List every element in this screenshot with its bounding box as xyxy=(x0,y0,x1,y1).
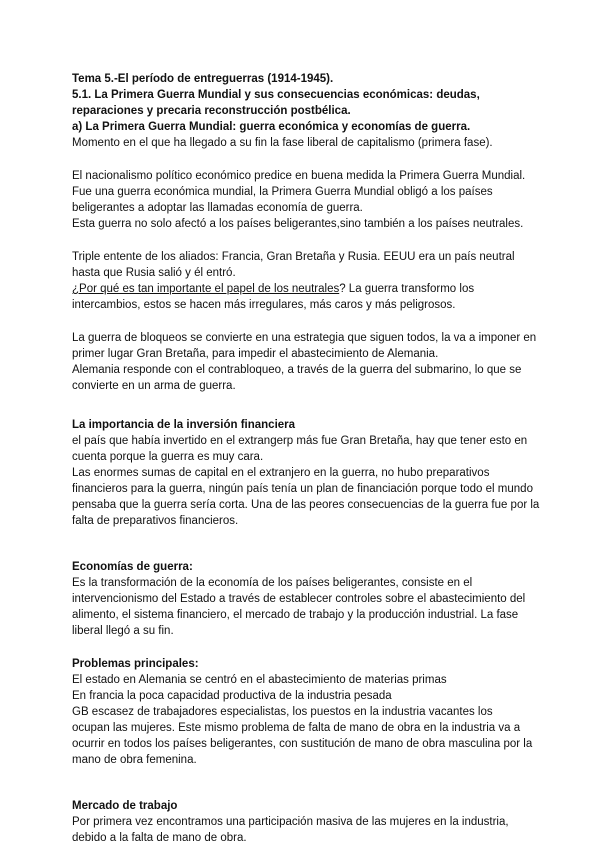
section-title-line: 5.1. La Primera Guerra Mundial y sus consecuencias económicas: deudas, xyxy=(72,89,480,101)
paragraph-line: ocurrir en todos los países beligerantes, con sustitución de mano de obra masculina por la xyxy=(72,738,533,750)
paragraph-line: alimento, el sistema financiero, el mercado de trabajo y la producción industrial. La fase xyxy=(72,609,519,621)
paragraph-line: Fue una guerra económica mundial, la Primera Guerra Mundial obligó a los países xyxy=(72,186,493,198)
heading-main-problems: Problemas principales: xyxy=(72,658,199,670)
paragraph-line: Por primera vez encontramos una participación masiva de las mujeres en la industria, xyxy=(72,816,509,828)
heading-war-economies: Economías de guerra: xyxy=(72,561,193,573)
paragraph-line: Triple entente de los aliados: Francia, Gran Bretaña y Rusia. EEUU era un país neutral xyxy=(72,251,515,263)
paragraph-line: mano de obra femenina. xyxy=(72,754,197,766)
paragraph-line: ocupan las mujeres. Este mismo problema de falta de mano de obra en la industria va a xyxy=(72,722,521,734)
section-title-line: reparaciones y precaria reconstrucción postbélica. xyxy=(72,105,351,117)
paragraph-line: intercambios, estos se hacen más irregulares, más caros y más peligrosos. xyxy=(72,299,456,311)
paragraph-line: Esta guerra no solo afectó a los países beligerantes,sino también a los países neutrales. xyxy=(72,218,524,230)
heading-financial-investment: La importancia de la inversión financiera xyxy=(72,419,296,431)
subsection-title: a) La Primera Guerra Mundial: guerra económica y economías de guerra. xyxy=(72,121,471,133)
paragraph-line: cuenta porque la guerra es muy cara. xyxy=(72,451,264,463)
paragraph-line: debido a la falta de mano de obra. xyxy=(72,832,247,844)
underlined-question: ¿Por qué es tan importante el papel de los neutrales xyxy=(72,283,340,295)
paragraph-line: pensaba que la guerra sería corta. Una de las peores consecuencias de la guerra fue por la xyxy=(72,499,540,511)
paragraph-line: Las enormes sumas de capital en el extranjero en la guerra, no hubo preparativos xyxy=(72,467,490,479)
chapter-title: Tema 5.-El período de entreguerras (1914-1945). xyxy=(72,73,334,85)
paragraph-line: liberal llegó a su fin. xyxy=(72,625,174,637)
paragraph-line: beligerantes a adoptar las llamadas economía de guerra. xyxy=(72,202,363,214)
paragraph-line: convierte en un arma de guerra. xyxy=(72,380,236,392)
paragraph-line: primer lugar Gran Bretaña, para impedir el abastecimiento de Alemania. xyxy=(72,348,439,360)
document-body xyxy=(72,71,540,846)
paragraph-line: La guerra de bloqueos se convierte en una estrategia que siguen todos, la va a imponer en xyxy=(72,332,537,344)
heading-labor-market: Mercado de trabajo xyxy=(72,800,178,812)
paragraph-line: En francia la poca capacidad productiva de la industria pesada xyxy=(72,690,392,702)
paragraph-line: falta de preparativos financieros. xyxy=(72,515,239,527)
paragraph-line: intervencionismo del Estado a través de establecer controles sobre el abastecimiento del xyxy=(72,593,526,605)
paragraph-line: El estado en Alemania se centró en el abastecimiento de materias primas xyxy=(72,674,447,686)
paragraph-line: Es la transformación de la economía de los países beligerantes, consiste en el xyxy=(72,577,473,589)
paragraph-line: el país que había invertido en el extrangerp más fue Gran Bretaña, hay que tener esto en xyxy=(72,435,528,447)
paragraph-line: GB escasez de trabajadores especialistas, los puestos en la industria vacantes los xyxy=(72,706,493,718)
paragraph-line: Alemania responde con el contrabloqueo, a través de la guerra del submarino, lo que se xyxy=(72,364,522,376)
paragraph-line: El nacionalismo político económico predice en buena medida la Primera Guerra Mundial. xyxy=(72,170,526,182)
question-continuation: ? La guerra transformo los xyxy=(339,283,475,295)
paragraph-line: hasta que Rusia salió y él entró. xyxy=(72,267,236,279)
intro-line: Momento en el que ha llegado a su fin la fase liberal de capitalismo (primera fase). xyxy=(72,137,493,149)
paragraph-line: financieros para la guerra, ningún país tenía un plan de financiación porque todo el mundo xyxy=(72,483,533,495)
paragraph-line xyxy=(72,281,532,297)
